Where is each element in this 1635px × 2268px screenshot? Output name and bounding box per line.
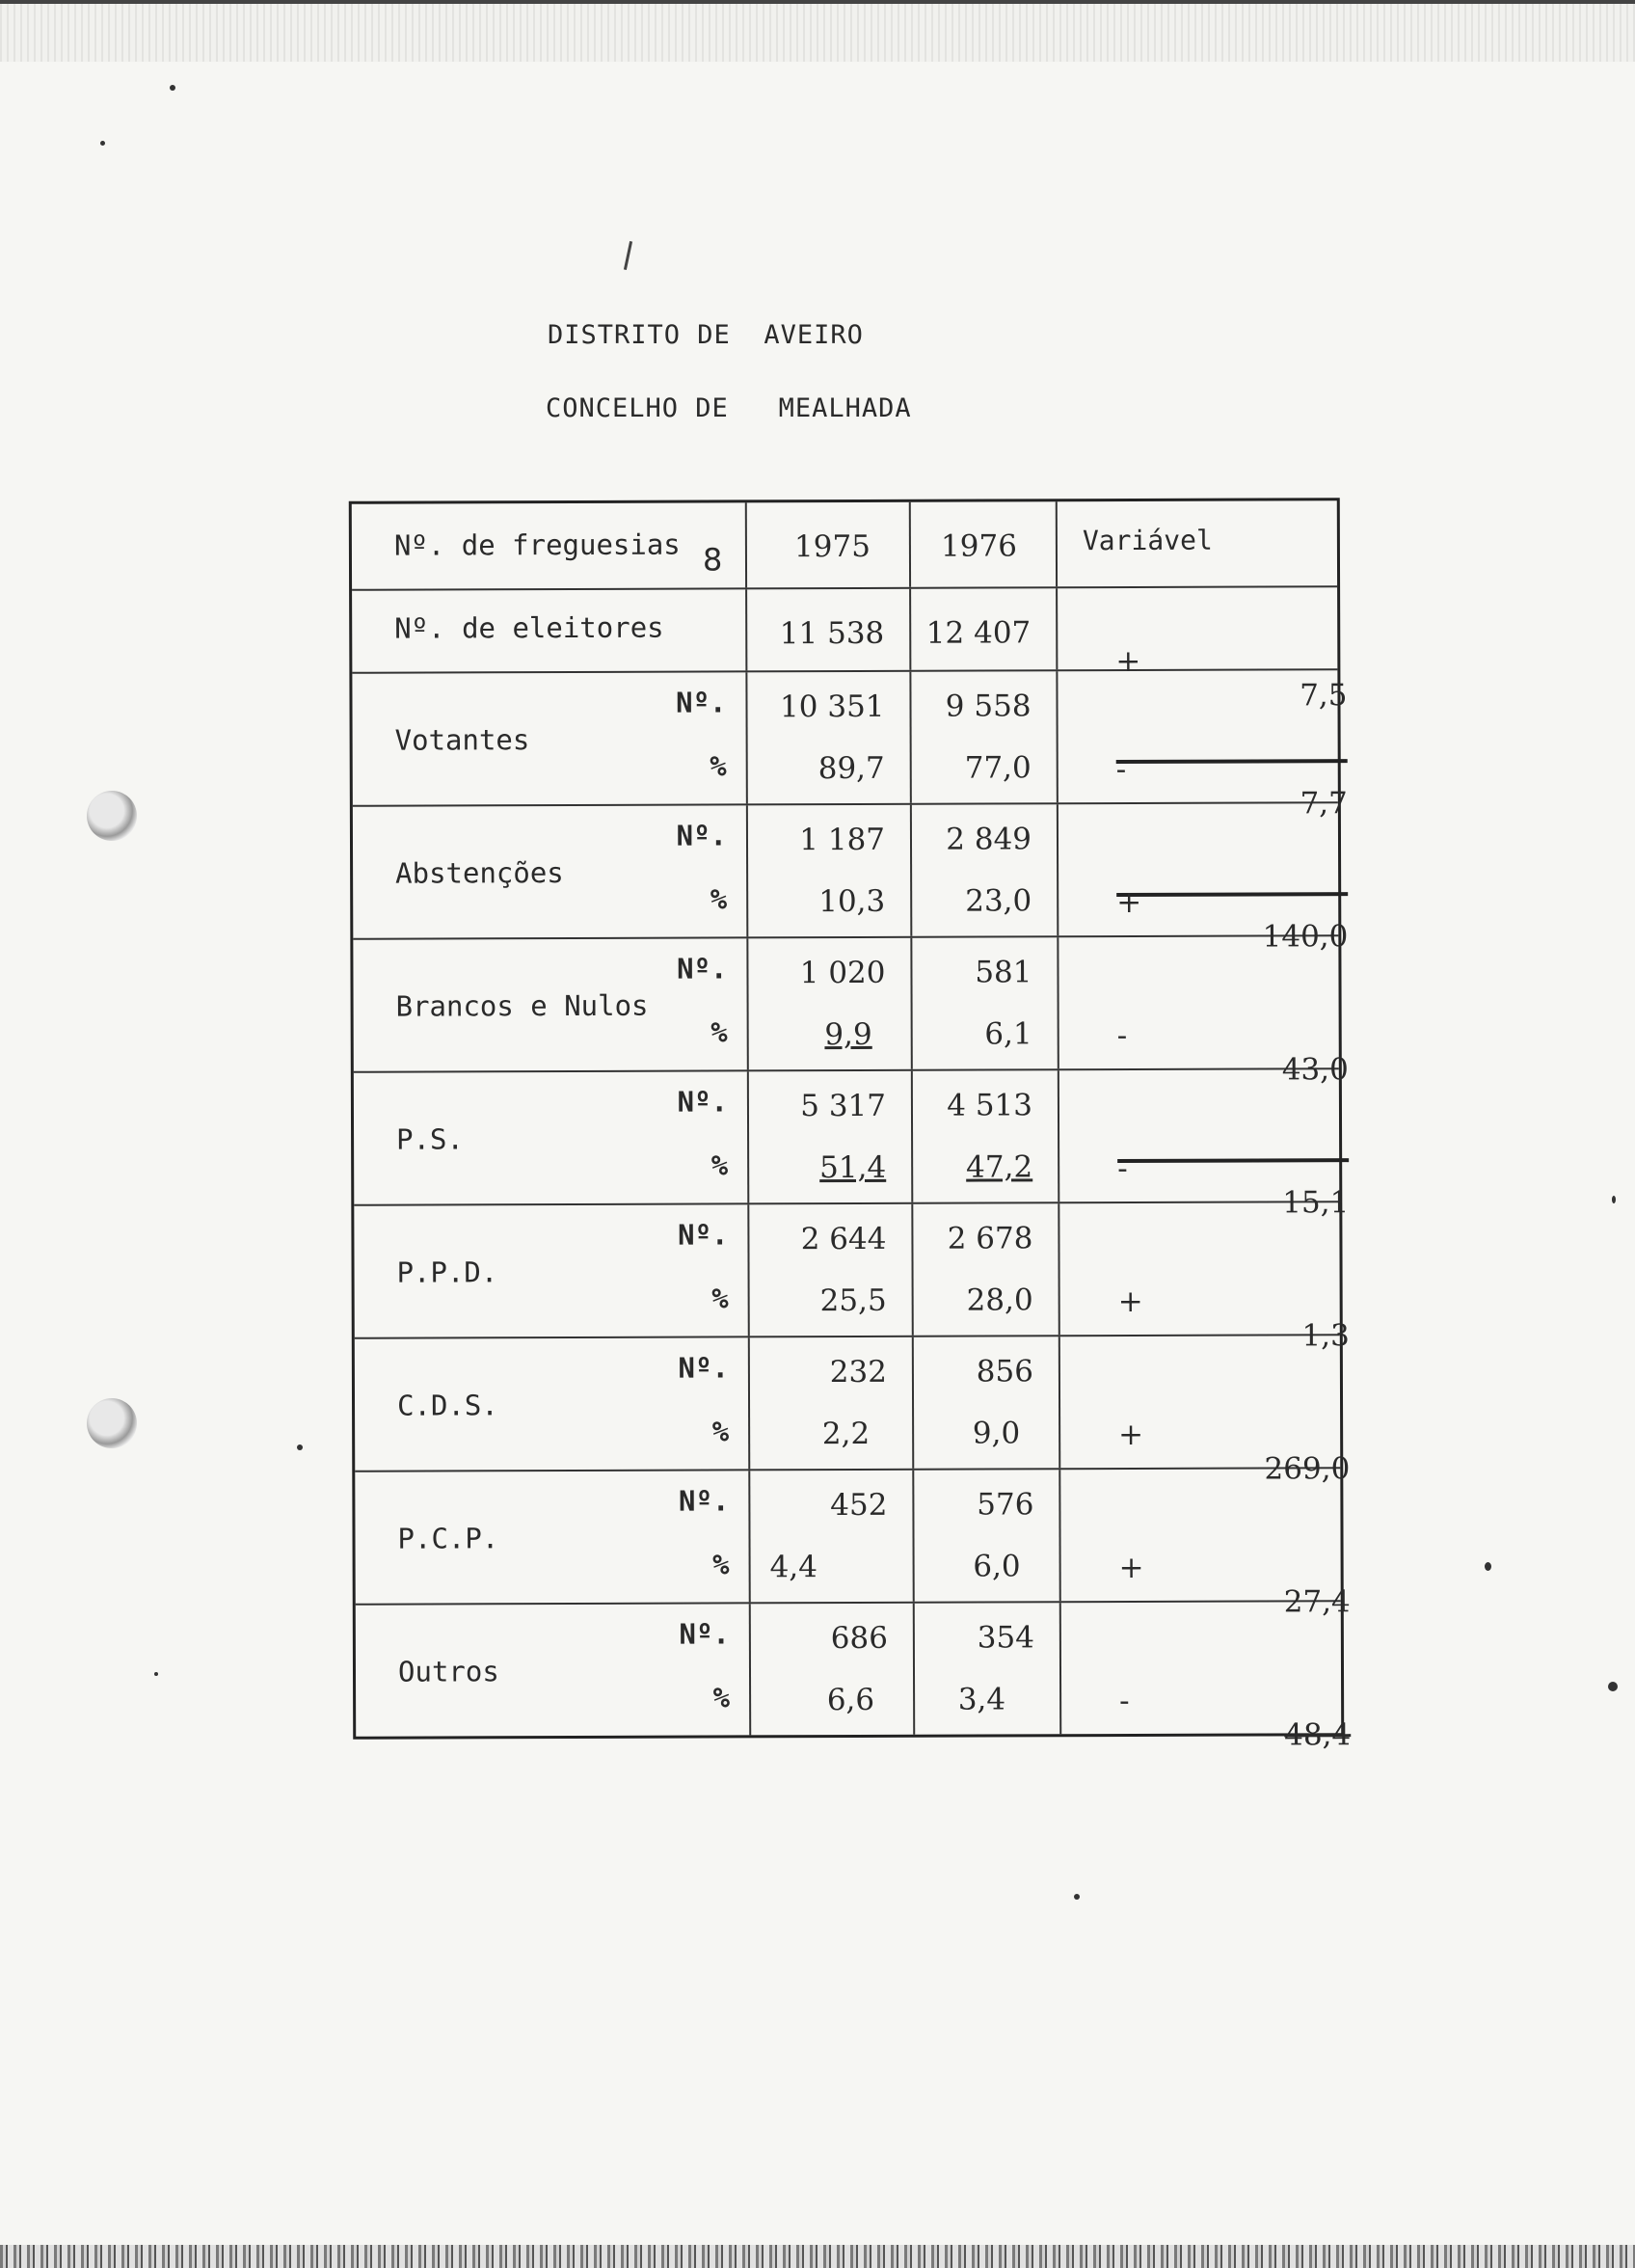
scan-speck [170, 85, 175, 91]
cell-1976 [910, 804, 1057, 936]
row-label-cell [353, 938, 746, 1070]
percent-1975: 25,5 [819, 1282, 887, 1319]
scan-speck [297, 1444, 303, 1450]
variation [1115, 716, 1348, 822]
variation-value: 7,7 [1300, 786, 1348, 822]
cell-1976 [911, 1070, 1058, 1202]
percent-label: % [711, 1282, 729, 1315]
cell-1975 [745, 672, 909, 804]
table-header-row [352, 500, 1337, 589]
row-label-cell [354, 1071, 747, 1203]
cell-1976 [911, 1203, 1058, 1336]
percent-1975: 89,7 [818, 750, 885, 787]
variation-value: 27,4 [1283, 1584, 1351, 1620]
row-label: Votantes [394, 723, 530, 757]
header-label-cell [352, 502, 745, 588]
electors-1976: 12 407 [925, 615, 1032, 651]
variation-sign: - [1119, 1683, 1130, 1719]
scan-speck [100, 141, 105, 146]
percent-1976: 6,1 [984, 1016, 1032, 1052]
row-label-cell [355, 1337, 748, 1470]
electors-variation-cell [1056, 587, 1348, 714]
cell-1975 [748, 1337, 912, 1470]
variation-value: 7,5 [1300, 678, 1348, 714]
results-table [349, 498, 1352, 1753]
variation [1116, 850, 1349, 955]
variation-sign: - [1115, 751, 1127, 788]
variation-value: 140,0 [1262, 919, 1349, 955]
cell-1976 [912, 1470, 1059, 1602]
percent-1976: 23,0 [965, 883, 1032, 919]
cell-1975 [747, 1204, 911, 1336]
row-label: C.D.S. [396, 1389, 498, 1422]
count-1976: 576 [977, 1487, 1034, 1523]
row-label-cell [356, 1604, 749, 1736]
header-variation-cell [1056, 500, 1337, 586]
variation-sign: + [1117, 1283, 1143, 1320]
cell-1976 [912, 1336, 1059, 1469]
percent-label: % [710, 1148, 729, 1182]
year-1976-heading: 1976 [940, 528, 1017, 564]
punch-hole-lower [87, 1398, 137, 1448]
percent-1976: 28,0 [966, 1282, 1033, 1318]
count-1975: 452 [830, 1487, 888, 1524]
cell-1976 [913, 1603, 1059, 1735]
count-label: Nº. [677, 1218, 729, 1252]
electors-1975: 11 538 [779, 615, 885, 652]
electors-1976-cell [909, 588, 1056, 670]
count-label: Nº. [676, 819, 728, 852]
row-label-cell [352, 672, 745, 804]
punch-hole-upper [87, 791, 137, 841]
percent-1976: 47,2 [966, 1149, 1033, 1185]
cell-1976 [909, 671, 1056, 803]
header-1976-cell [909, 501, 1056, 587]
percent-1975: 9,9 [824, 1016, 872, 1053]
scan-edge-bottom [0, 2245, 1635, 2268]
count-label: Nº. [677, 1085, 728, 1119]
percent-1975: 6,6 [826, 1682, 875, 1718]
count-1975: 232 [829, 1354, 887, 1390]
percent-label: % [710, 749, 727, 783]
count-1975: 2 644 [800, 1221, 887, 1257]
parishes-count-handwritten: 8 [702, 541, 723, 579]
percent-1975: 10,3 [818, 883, 886, 920]
percent-1975: 4,4 [769, 1550, 818, 1585]
row-label-cell [354, 1204, 747, 1336]
row-label: P.C.P. [397, 1522, 499, 1555]
variation [1119, 1648, 1352, 1788]
percent-label: % [711, 1415, 730, 1448]
table-row [353, 934, 1349, 1088]
count-label: Nº. [676, 686, 727, 719]
percent-1976: 6,0 [973, 1549, 1021, 1584]
variation-sign: + [1118, 1550, 1144, 1586]
percent-label: % [710, 882, 728, 916]
count-label: Nº. [677, 952, 728, 986]
row-label: Brancos e Nulos [395, 988, 649, 1023]
percent-label: % [712, 1681, 731, 1714]
table-row [352, 668, 1348, 822]
cell-1975 [748, 1471, 912, 1603]
row-label: Abstenções [395, 856, 564, 890]
count-1976: 856 [976, 1354, 1033, 1390]
percent-label: % [710, 1015, 728, 1049]
count-1975: 5 317 [800, 1088, 887, 1124]
variation [1117, 1116, 1350, 1221]
scan-speck [1074, 1894, 1080, 1900]
count-1976: 2 849 [946, 822, 1032, 857]
row-label: P.S. [396, 1122, 464, 1156]
scan-speck [1485, 1562, 1491, 1571]
variation-value: 269,0 [1264, 1451, 1351, 1487]
electors-label: Nº. de eleitores [394, 610, 664, 645]
count-1975: 10 351 [779, 688, 885, 725]
variation-value: 48,4 [1284, 1717, 1352, 1753]
municipality-title: CONCELHO DE MEALHADA [546, 393, 912, 423]
cell-1975 [747, 1071, 911, 1203]
variation-sign: - [1117, 1150, 1128, 1187]
electors-label-cell [352, 589, 745, 671]
count-1975: 686 [830, 1620, 888, 1657]
variation-heading: Variável [1082, 524, 1213, 557]
scan-speck [154, 1672, 158, 1676]
row-label-cell [353, 805, 746, 937]
cell-1975 [749, 1604, 913, 1736]
count-1975: 1 187 [799, 822, 886, 858]
variation-value: 1,3 [1301, 1318, 1350, 1354]
scan-speck [1608, 1682, 1618, 1691]
count-1976: 354 [977, 1620, 1034, 1656]
variation-value: 43,0 [1281, 1052, 1349, 1088]
pen-mark [624, 241, 632, 270]
percent-1976: 9,0 [972, 1416, 1021, 1451]
header-1975-cell [745, 502, 909, 588]
percent-1975: 2,2 [821, 1416, 871, 1452]
cell-variation [1056, 670, 1348, 822]
count-label: Nº. [678, 1484, 730, 1518]
variation-sign: - [1116, 1017, 1128, 1054]
variation-sign: + [1115, 643, 1141, 680]
count-1976: 9 558 [945, 688, 1032, 724]
count-1976: 2 678 [947, 1221, 1033, 1256]
variation-value: 15,1 [1282, 1185, 1350, 1221]
variation-sign: + [1116, 884, 1142, 921]
percent-label: % [712, 1548, 730, 1581]
scan-edge-top [0, 0, 1635, 62]
count-1976: 4 513 [947, 1088, 1033, 1123]
cell-1975 [746, 938, 910, 1070]
percent-1976: 77,0 [964, 750, 1032, 786]
scan-speck [1612, 1196, 1616, 1203]
row-label: Outros [397, 1655, 499, 1688]
percent-1975: 51,4 [819, 1149, 887, 1186]
count-1976: 581 [975, 955, 1032, 990]
row-label-cell [355, 1471, 748, 1603]
count-label: Nº. [679, 1617, 730, 1651]
year-1975-heading: 1975 [793, 528, 871, 565]
variation-sign: + [1118, 1417, 1144, 1453]
row-label: P.P.D. [396, 1256, 498, 1289]
cell-1975 [746, 805, 910, 937]
count-label: Nº. [678, 1351, 729, 1385]
electors-1975-cell [745, 589, 909, 671]
cell-1976 [910, 937, 1057, 1069]
percent-1976: 3,4 [957, 1682, 1006, 1717]
parishes-label: Nº. de freguesias [393, 527, 681, 562]
count-1975: 1 020 [799, 955, 886, 991]
district-title: DISTRITO DE AVEIRO [548, 320, 864, 350]
